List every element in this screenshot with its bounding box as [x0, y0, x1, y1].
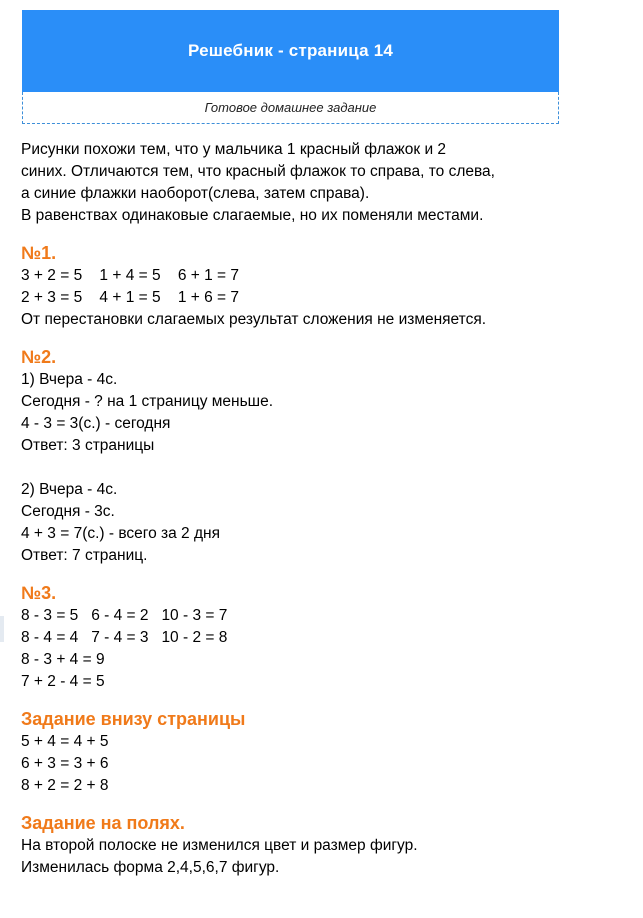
- bottom-task-line: 6 + 3 = 3 + 6: [21, 755, 109, 772]
- page-subtitle: Готовое домашнее задание: [204, 100, 377, 115]
- task-2-line: Ответ: 3 страницы: [21, 437, 155, 454]
- intro-line: Рисунки похожи тем, что у мальчика 1 красный флажок и 2: [21, 141, 447, 158]
- margin-task-heading: Задание на полях.: [21, 813, 185, 833]
- bottom-task-line: 5 + 4 = 4 + 5: [21, 733, 109, 750]
- task-2-line: 1) Вчера - 4с.: [21, 371, 118, 388]
- intro-line: а синие флажки наоборот(слева, затем справа).: [21, 185, 370, 202]
- intro-line: синих. Отличаются тем, что красный флажок то справа, то слева,: [21, 163, 495, 180]
- margin-task-line: Изменилась форма 2,4,5,6,7 фигур.: [21, 859, 280, 876]
- task-2-line: Ответ: 7 страниц.: [21, 547, 148, 564]
- page-subheader: [22, 92, 559, 124]
- task-3-section: [21, 581, 581, 693]
- task-1-line: От перестановки слагаемых результат сложения не изменяется.: [21, 311, 487, 328]
- intro-line: В равенствах одинаковые слагаемые, но их поменяли местами.: [21, 207, 484, 224]
- task-1-line: 2 + 3 = 5 4 + 1 = 5 1 + 6 = 7: [21, 289, 240, 306]
- task-1-line: 3 + 2 = 5 1 + 4 = 5 6 + 1 = 7: [21, 267, 240, 284]
- solution-content: [21, 139, 581, 879]
- task-2-section: [21, 345, 581, 567]
- side-tab: [0, 616, 4, 642]
- bottom-task-section: [21, 707, 581, 797]
- task-2-line: Сегодня - 3с.: [21, 503, 115, 520]
- task-2-line: 2) Вчера - 4с.: [21, 481, 118, 498]
- task-1-heading: №1.: [21, 243, 57, 263]
- intro-paragraph: [21, 139, 581, 227]
- task-3-line: 8 - 4 = 4 7 - 4 = 3 10 - 2 = 8: [21, 629, 228, 646]
- task-1-section: [21, 241, 581, 331]
- task-2-line: 4 + 3 = 7(с.) - всего за 2 дня: [21, 525, 220, 542]
- task-2-line: Сегодня - ? на 1 страницу меньше.: [21, 393, 274, 410]
- margin-task-section: [21, 811, 581, 879]
- task-3-line: 8 - 3 + 4 = 9: [21, 651, 105, 668]
- task-3-line: 7 + 2 - 4 = 5: [21, 673, 105, 690]
- bottom-task-line: 8 + 2 = 2 + 8: [21, 777, 109, 794]
- page-header: [22, 10, 559, 92]
- task-2-heading: №2.: [21, 347, 57, 367]
- task-3-line: 8 - 3 = 5 6 - 4 = 2 10 - 3 = 7: [21, 607, 228, 624]
- page-title: Решебник - страница 14: [187, 41, 394, 60]
- task-2-line: 4 - 3 = 3(с.) - сегодня: [21, 415, 171, 432]
- margin-task-line: На второй полоске не изменился цвет и размер фигур.: [21, 837, 418, 854]
- task-3-heading: №3.: [21, 583, 57, 603]
- bottom-task-heading: Задание внизу страницы: [21, 709, 246, 729]
